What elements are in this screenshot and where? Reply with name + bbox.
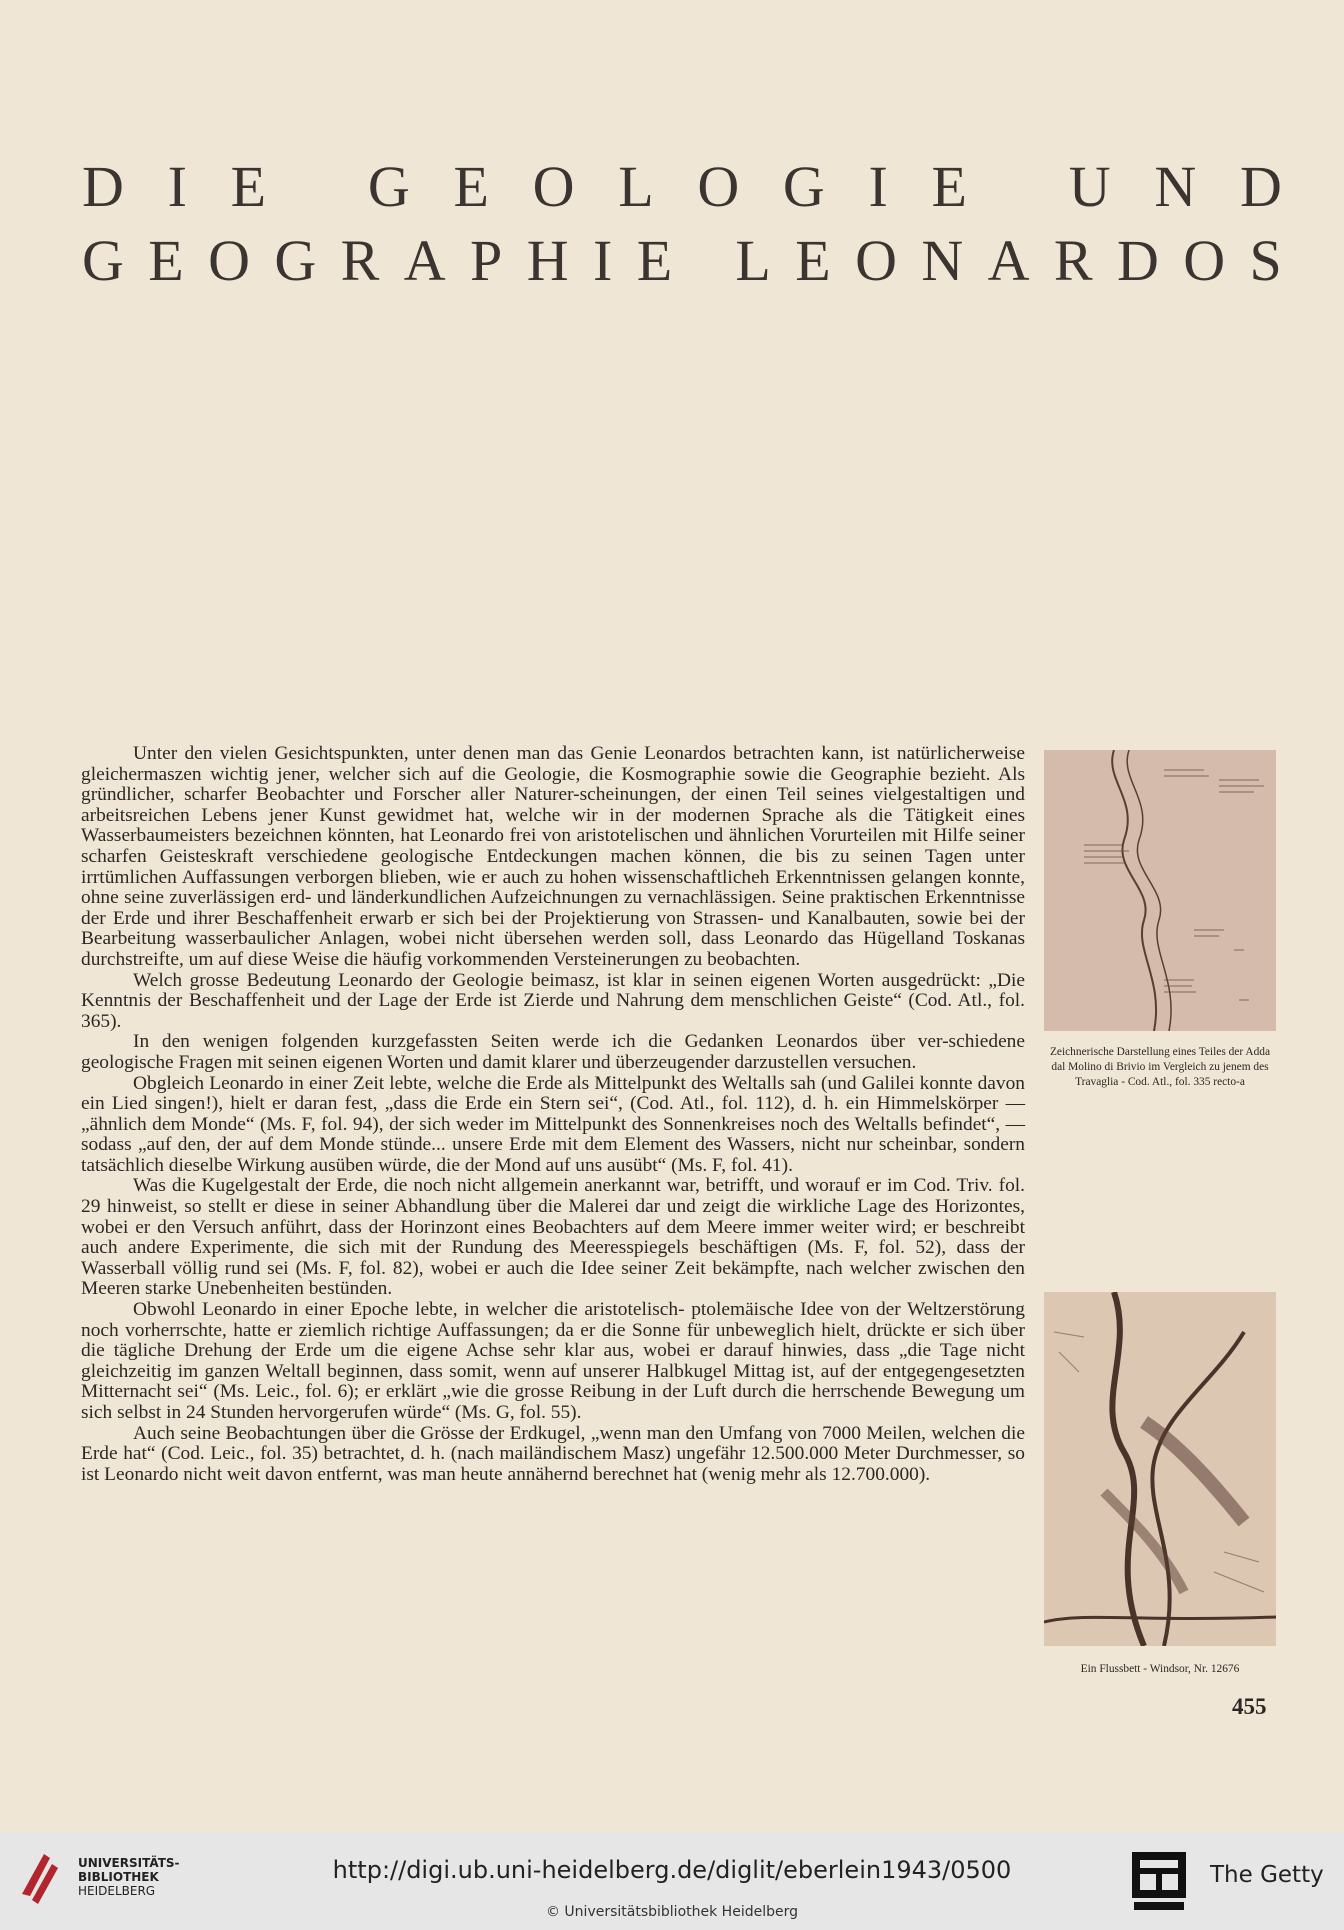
title-letter: G — [782, 154, 825, 219]
figure-caption: Ein Flussbett - Windsor, Nr. 12676 — [1080, 1663, 1240, 1675]
paragraph: Unter den vielen Gesichtspunkten, unter denen man das Genie Leonardos betrachten kann, ist natürlicherweise gleichermaszen wichtig jener, welcher sich auf die Geologie, die Kosmographie sowie die Geographie bezieht. Als gründlicher, scharfer Beobachter und Forscher aller Naturer-scheinungen, der einen Teil seines vielgestaltigen und arbeitsreichen Lebens jener Kunst gewidmet hat, welche wir in der modernen Sprache als die Tätigkeit eines Wasserbaumeisters bezeichnen könnten, hat Leonardo frei von aristotelischen und ähnlichen Vorurteilen mit Hilfe seiner scharfen Geisteskraft verschiedene geologische Entdeckungen machen können, die bis zu seinen Tagen unter irrtümlichen Auffassungen verborgen blieben, wie er auch zu hohen wissenschaftlicheh Erkenntnissen gelangen konnte, ohne seine zuverlässigen erd- und länderkundlichen Aufzeichnungen zu vernachlässigen. Seine praktischen Erkenntnisse der Erde und ihrer Beschaffenheit erwarb er sich bei der Projektierung von Strassen- und Kanalbauten, sowie bei der Bearbeitung wasserbaulicher Anlagen, wobei nicht übersehen werden soll, dass Leonardo das Hügelland Toskanas durchstreifte, um auf diese Weise die häufig vorkommenden Versteinerungen zu beobachten. — [81, 743, 1025, 970]
title-letter: G — [82, 228, 124, 293]
title-letter: A — [403, 228, 446, 293]
title-letter: E — [230, 154, 267, 219]
getty-name: The Getty — [1210, 1862, 1324, 1888]
title-letter: A — [987, 228, 1030, 293]
title-letter: P — [470, 228, 503, 293]
paragraph: Obwohl Leonardo in einer Epoche lebte, in welcher die aristotelisch- ptolemäische Idee von der Weltzerstörung noch vorherrschte, hatte er ziemlich richtige Auffassungen; da er die Sonne für unbeweglich hielt, drückte er sich über die tägliche Drehung der Erde um die eigene Achse sehr klar aus, wobei er darauf hinwies, dass „die Tage nicht gleichzeitig im ganzen Weltall beginnen, dass somit, wenn auf unserer Halbkugel Mittag ist, auf der entgegengesetzten Mitternacht sei“ (Ms. Leic., fol. 6); er erklärt „wie die grosse Reibung in der Luft durch die herrschende Bewegung um sich selbst in 24 Stunden hervorgerufen würde“ (Ms. G, fol. 55). — [81, 1299, 1025, 1423]
article-body — [81, 744, 1025, 1485]
title-letter: I — [592, 228, 613, 293]
institution-line: BIBLIOTHEK — [78, 1870, 159, 1884]
paragraph: In den wenigen folgenden kurzgefassten Seiten werde ich die Gedanken Leonardos über ver-schiedene geologische Fragen mit seinen eigenen Worten und damit klarer und überzeugender darzustellen versuchen. — [81, 1031, 1025, 1073]
title-letter: R — [1053, 228, 1093, 293]
title-letter — [310, 150, 325, 224]
getty-logo-icon — [1130, 1850, 1188, 1914]
title-letter: L — [735, 228, 771, 293]
riverbed-sketch-image — [1044, 1292, 1276, 1646]
title-letter: D — [82, 154, 124, 219]
title-letter: N — [921, 228, 964, 293]
title-letter: R — [340, 228, 380, 293]
institution-line: UNIVERSITÄTS- — [78, 1856, 180, 1870]
river-sketch-image — [1044, 750, 1276, 1031]
copyright-notice: © Universitätsbibliothek Heidelberg — [545, 1904, 798, 1920]
title-letter: G — [367, 154, 410, 219]
footer-bar — [0, 1832, 1344, 1930]
source-url-link[interactable]: http://digi.ub.uni-heidelberg.de/diglit/eberlein1943/0500 — [332, 1856, 1012, 1884]
title-letter: E — [453, 154, 489, 219]
title-letter: D — [1116, 228, 1159, 293]
title-letter: U — [1068, 154, 1111, 219]
title-line-1 — [82, 150, 1282, 224]
title-letter: O — [697, 154, 740, 219]
title-letter: S — [1249, 228, 1282, 293]
page-number: 455 — [1232, 1694, 1267, 1719]
figure-caption: Zeichnerische Darstellung eines Teiles der Adda dal Molino di Brivio im Vergleich zu jenem des Travaglia - Cod. Atl., fol. 335 recto-a — [1049, 1046, 1271, 1088]
title-letter: E — [636, 228, 673, 293]
title-letter: E — [931, 154, 967, 219]
figure-adda-drawing — [1044, 750, 1276, 1090]
institution-line: HEIDELBERG — [78, 1884, 156, 1898]
paragraph: Auch seine Beobachtungen über die Grösse der Erdkugel, „wenn man den Umfang von 7000 Meilen, welchen die Erde hat“ (Cod. Leic., fol. 35) betrachtet, d. h. (nach mailändischem Masz) ungefähr 12.500.000 Meter Durchmesser, so ist Leonardo nicht weit davon entfernt, was man heute annähernd berechnet hat (wenig mehr als 12.700.000). — [81, 1422, 1025, 1485]
title-letter: E — [795, 228, 831, 293]
title-letter: E — [148, 228, 184, 293]
paragraph: Obgleich Leonardo in einer Zeit lebte, welche die Erde als Mittelpunkt des Weltalls sah (und Galilei konnte davon ein Lied singen!), hielt er daran fest, „dass die Erde ein Stern sei“, (Cod. Atl., fol. 112), d. h. ein Himmelskörper — „ähnlich dem Monde“ (Ms. F, fol. 94), der sich weder im Mittelpunkt des Sonnenkreises noch des Weltalls befindet“, — sodass „auf den, der auf dem Monde stünde... unsere Erde mit dem Element des Wassers, nicht nur scheinbar, sondern tatsächlich dieselbe Wirkung ausüben würde, die der Mond auf uns ausübt“ (Ms. F, fol. 41). — [81, 1072, 1025, 1176]
title-letter: G — [274, 228, 317, 293]
paragraph: Was die Kugelgestalt der Erde, die noch nicht allgemein anerkannt war, betrifft, und worauf er im Cod. Triv. fol. 29 hinweist, so stellt er diese in seiner Abhandlung über die Malerei dar und zeigt die wirkliche Lage des Horizontes, wobei er den Versuch anführt, dass der Horinzont eines Beobachters auf dem Meere immer weiter wird; er beschreibt auch andere Experimente, die sich mit der Rundung des Meeresspiegels beschäftigen (Ms. F, fol. 52), dass der Wasserball völlig rund sei (Ms. F, fol. 82), wobei er auch die Idee seiner Zeit bekämpfte, nach welcher zwischen den Meeren starke Unebenheiten bestünden. — [81, 1175, 1025, 1300]
title-letter: O — [208, 228, 250, 293]
title-letter: O — [532, 154, 575, 219]
title-letter: N — [1154, 154, 1197, 219]
title-letter: D — [1239, 154, 1282, 219]
figure-riverbed-drawing — [1044, 1292, 1276, 1677]
page-title — [82, 150, 1282, 298]
title-letter — [697, 224, 712, 298]
title-line-2 — [82, 224, 1282, 298]
paragraph: Welch grosse Bedeutung Leonardo der Geologie beimasz, ist klar in seinen eigenen Worten ausgedrückt: „Die Kenntnis der Beschaffenheit und der Lage der Erde ist Zierde und Nahrung dem menschlichen Geiste“ (Cod. Atl., fol. 365). — [81, 969, 1025, 1032]
title-letter — [1011, 150, 1026, 224]
title-letter: I — [868, 154, 888, 219]
title-letter: H — [526, 228, 569, 293]
title-letter: L — [618, 154, 654, 219]
title-letter: O — [1183, 228, 1226, 293]
title-letter: I — [167, 154, 187, 219]
title-letter: O — [855, 228, 897, 293]
